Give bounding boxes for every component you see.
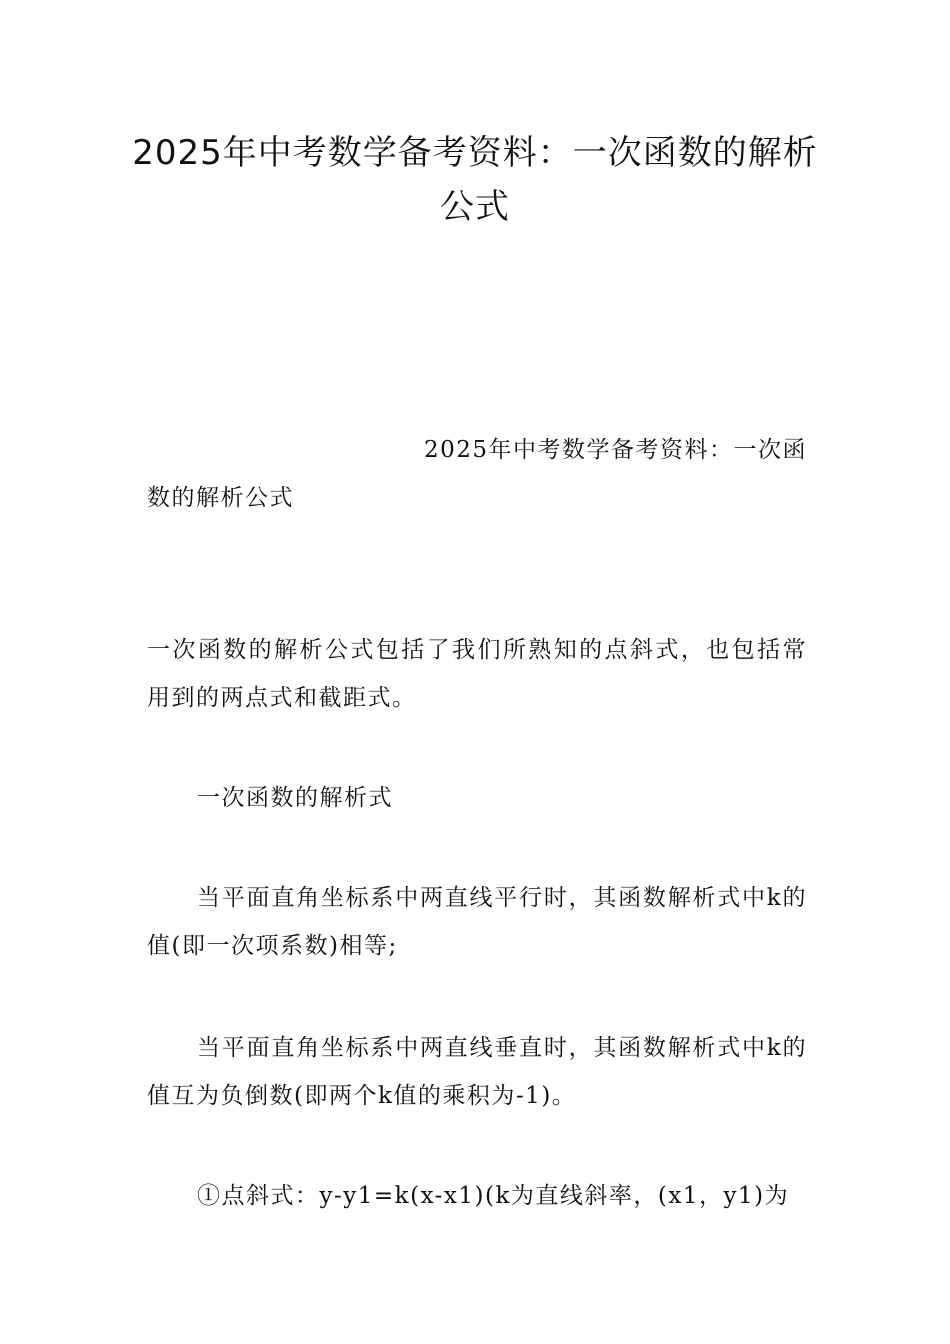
intro-paragraph: 一次函数的解析公式包括了我们所熟知的点斜式，也包括常用到的两点式和截距式。 <box>147 637 807 711</box>
document-title: 2025年中考数学备考资料：一次函数的解析公式 <box>132 133 818 227</box>
subtitle-line-1: 2025年中考数学备考资料：一次函 <box>423 437 807 463</box>
subtitle-line-2: 数的解析公式 <box>147 485 294 511</box>
parallel-lines-paragraph: 当平面直角坐标系中两直线平行时，其函数解析式中k的值(即一次项系数)相等; <box>147 885 807 959</box>
perpendicular-lines-paragraph: 当平面直角坐标系中两直线垂直时，其函数解析式中k的值互为负倒数(即两个k值的乘积为-1)。 <box>147 1035 807 1109</box>
section-heading: 一次函数的解析式 <box>197 785 393 811</box>
document-subtitle <box>147 426 807 522</box>
point-slope-paragraph: ①点斜式：y-y1=k(x-x1)(k为直线斜率，(x1，y1)为 <box>197 1183 790 1209</box>
